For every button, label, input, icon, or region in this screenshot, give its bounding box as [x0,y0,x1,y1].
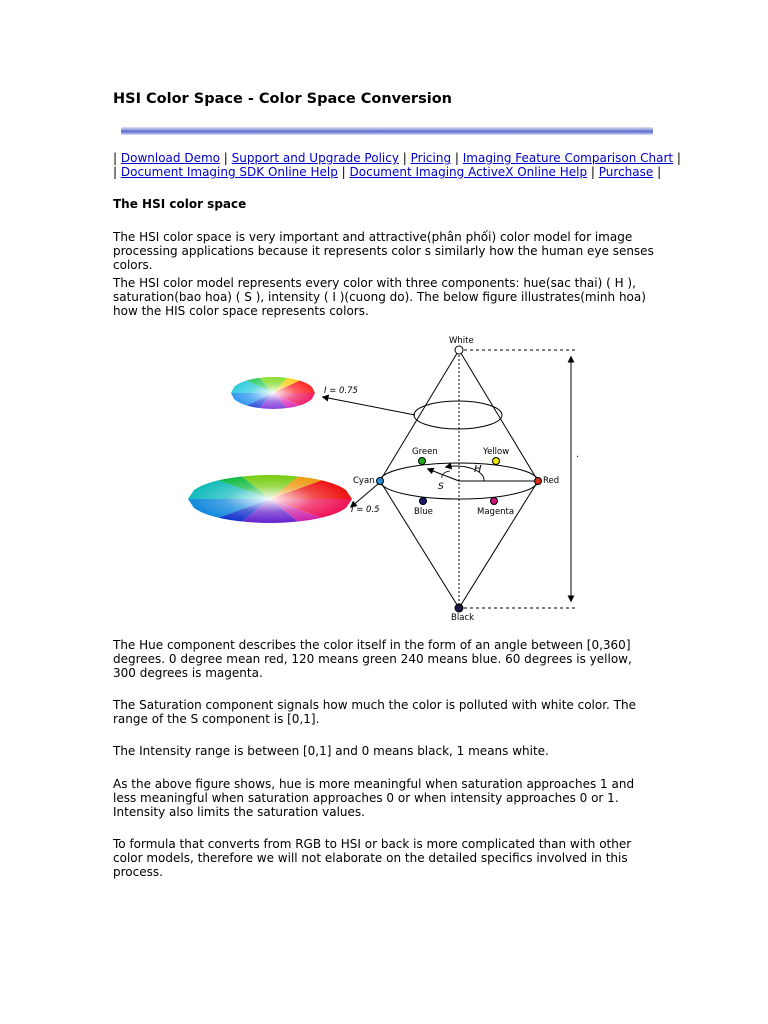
link-pricing[interactable]: Pricing [410,151,452,165]
page-title: HSI Color Space - Color Space Conversion [113,91,452,107]
link-purchase[interactable]: Purchase [598,165,654,179]
cyan-label: Cyan [353,476,375,486]
magenta-label: Magenta [477,507,515,517]
red-label: Red [543,476,560,486]
cone-slice-upper [414,401,502,429]
link-download-demo[interactable]: Download Demo [120,151,220,165]
nav-links [113,151,681,179]
color-wheel-middle [188,475,352,523]
hsi-cone-figure [188,333,588,623]
nav-links-row-1: | Download Demo | Support and Upgrade Policy | Pricing | Imaging Feature Comparison Chart | [113,151,681,165]
axis-dot: . [576,449,580,460]
blue-point [420,498,427,505]
title-divider [121,127,653,135]
paragraph-intro: The HSI color space is very important and attractive(phân phối) color model for image processing applications because it represents color s similarly how the human eye senses colors. [113,230,654,272]
black-point [455,604,463,612]
paragraph-formula: To formula that converts from RGB to HSI or back is more complicated than with other color models, therefore we will not elaborate on the detailed specifics involved in this process. [113,837,632,879]
color-wheel-upper [231,377,315,409]
hue-saturation-vectors [428,466,536,481]
cyan-point [377,478,384,485]
saturation-label: S [438,482,444,492]
paragraph-hue: The Hue component describes the color itself in the form of an angle between [0,360] degrees. 0 degree mean red, 120 means green 240 means blue. 60 degrees is yellow, 300 degrees is magenta. [113,638,632,680]
red-point [535,478,542,485]
link-activex-online-help[interactable]: Document Imaging ActiveX Online Help [349,165,588,179]
paragraph-meaning: As the above figure shows, hue is more meaningful when saturation approaches 1 and less meaningful when saturation approaches 0 or when intensity approaches 0 or 1. Intensity also limits the saturation values. [113,777,635,819]
black-label: Black [451,613,474,623]
yellow-point [493,458,500,465]
link-feature-comparison[interactable]: Imaging Feature Comparison Chart [462,151,674,165]
intensity-upper-label: I = 0.75 [324,386,358,396]
upper-slice-pointer [323,397,415,415]
nav-links-row-2: | Document Imaging SDK Online Help | Document Imaging ActiveX Online Help | Purchase | [113,165,662,179]
green-point [419,458,426,465]
white-label: White [449,336,474,346]
link-sdk-online-help[interactable]: Document Imaging SDK Online Help [120,165,338,179]
white-point [455,346,463,354]
blue-label: Blue [414,507,433,517]
green-label: Green [412,447,438,457]
link-support-upgrade-policy[interactable]: Support and Upgrade Policy [231,151,399,165]
intensity-middle-label: I = 0.5 [351,505,380,515]
paragraph-saturation: The Saturation component signals how much the color is polluted with white color. The range of the S component is [0,1]. [113,698,637,726]
yellow-label: Yellow [483,447,510,457]
section-title: The HSI color space [113,197,247,211]
hue-angle-label: H [474,464,482,475]
magenta-point [491,498,498,505]
paragraph-intensity: The Intensity range is between [0,1] and 0 means black, 1 means white. [113,744,549,758]
middle-slice-pointer [351,484,378,507]
paragraph-components: The HSI color model represents every color with three components: hue(sac thai) ( H ), saturation(bao hoa) ( S ), intensity ( I )(cuong do). The below figure illustrates(minh hoa) how the HIS color space represents colors. [113,276,646,318]
